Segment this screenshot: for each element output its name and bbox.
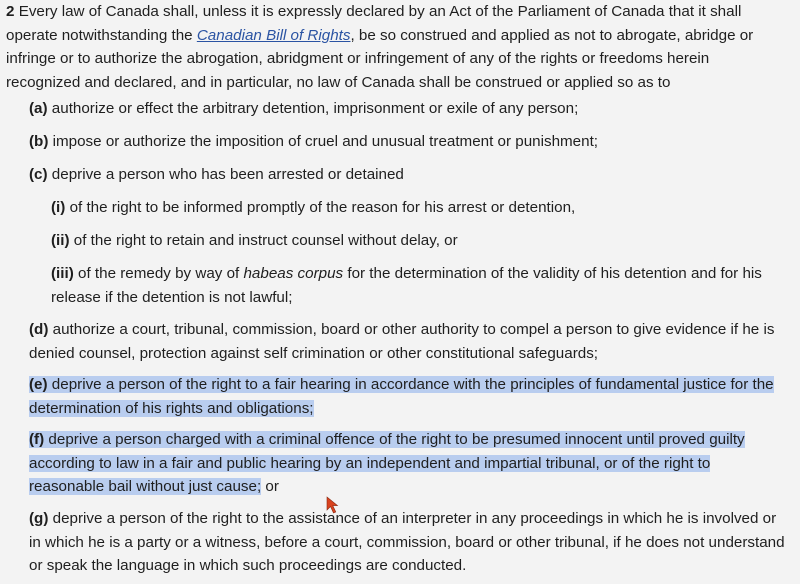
section-2-intro [6, 0, 786, 94]
item-label: (b) [29, 133, 49, 150]
mouse-pointer-icon [326, 496, 340, 514]
selected-text[interactable] [29, 376, 774, 417]
item-label: (iii) [51, 265, 74, 282]
section-number: 2 [6, 3, 15, 20]
item-b [29, 130, 787, 154]
bill-of-rights-link[interactable]: Canadian Bill of Rights [196, 26, 351, 44]
item-label: (g) [29, 510, 49, 527]
selected-text[interactable] [29, 431, 745, 495]
habeas-corpus-text: habeas corpus [243, 265, 344, 282]
item-c-iii [51, 262, 787, 309]
item-text-post: for the determination of the validity of his detention and for his release if the detention is not lawful; [51, 265, 762, 306]
item-label: (i) [51, 199, 66, 216]
item-label: (a) [29, 100, 48, 117]
item-tail: or [261, 478, 279, 496]
item-c-ii [51, 229, 787, 253]
item-f[interactable] [29, 428, 787, 499]
item-text: deprive a person of the right to a fair hearing in accordance with the principles of fundamental justice for the determination of his rights and obligations; [29, 376, 774, 417]
item-text: of the right to retain and instruct counsel without delay, or [73, 232, 458, 249]
intro-text-pre: Every law of Canada shall, unless it is expressly declared by an Act of the Parliament of Canada that it shall operate notwithstanding the [6, 3, 742, 44]
item-text-pre: of the remedy by way of [78, 265, 244, 282]
item-text: authorize or effect the arbitrary detention, imprisonment or exile of any person; [51, 100, 579, 117]
item-label: (f) [29, 431, 45, 448]
item-text: deprive a person charged with a criminal offence of the right to be presumed innocent until proved guilty according to law in a fair and public hearing by an independent and impartial tribunal, or of the right to reasonable bail without just cause; [29, 431, 745, 496]
item-text: impose or authorize the imposition of cruel and unusual treatment or punishment; [52, 133, 599, 150]
intro-text-post: , be so construed and applied as not to abrogate, abridge or infringe or to authorize the abrogation, abridgment or infringement of any of the rights or freedoms herein recognized and declared, and in particular, no law of Canada shall be construed or applied so as to [6, 26, 754, 91]
item-e[interactable] [29, 373, 787, 420]
item-c [29, 163, 787, 187]
item-g [29, 507, 787, 578]
item-c-i [51, 196, 787, 220]
item-text: of the right to be informed promptly of the reason for his arrest or detention, [69, 199, 576, 216]
item-text: deprive a person who has been arrested or detained [51, 166, 404, 183]
item-d [29, 318, 787, 365]
item-a [29, 97, 787, 121]
item-text: deprive a person of the right to the assistance of an interpreter in any proceedings in which he is involved or in which he is a party or a witness, before a court, commission, board or other tribunal, if he does not understand or speak the language in which such proceedings are conducted. [29, 510, 785, 575]
item-label: (ii) [51, 232, 70, 249]
item-label: (d) [29, 321, 49, 338]
item-text: authorize a court, tribunal, commission, board or other authority to compel a person to give evidence if he is denied counsel, protection against self crimination or other constitutional safeguards; [29, 321, 775, 362]
item-label: (c) [29, 166, 48, 183]
item-label: (e) [29, 376, 48, 393]
